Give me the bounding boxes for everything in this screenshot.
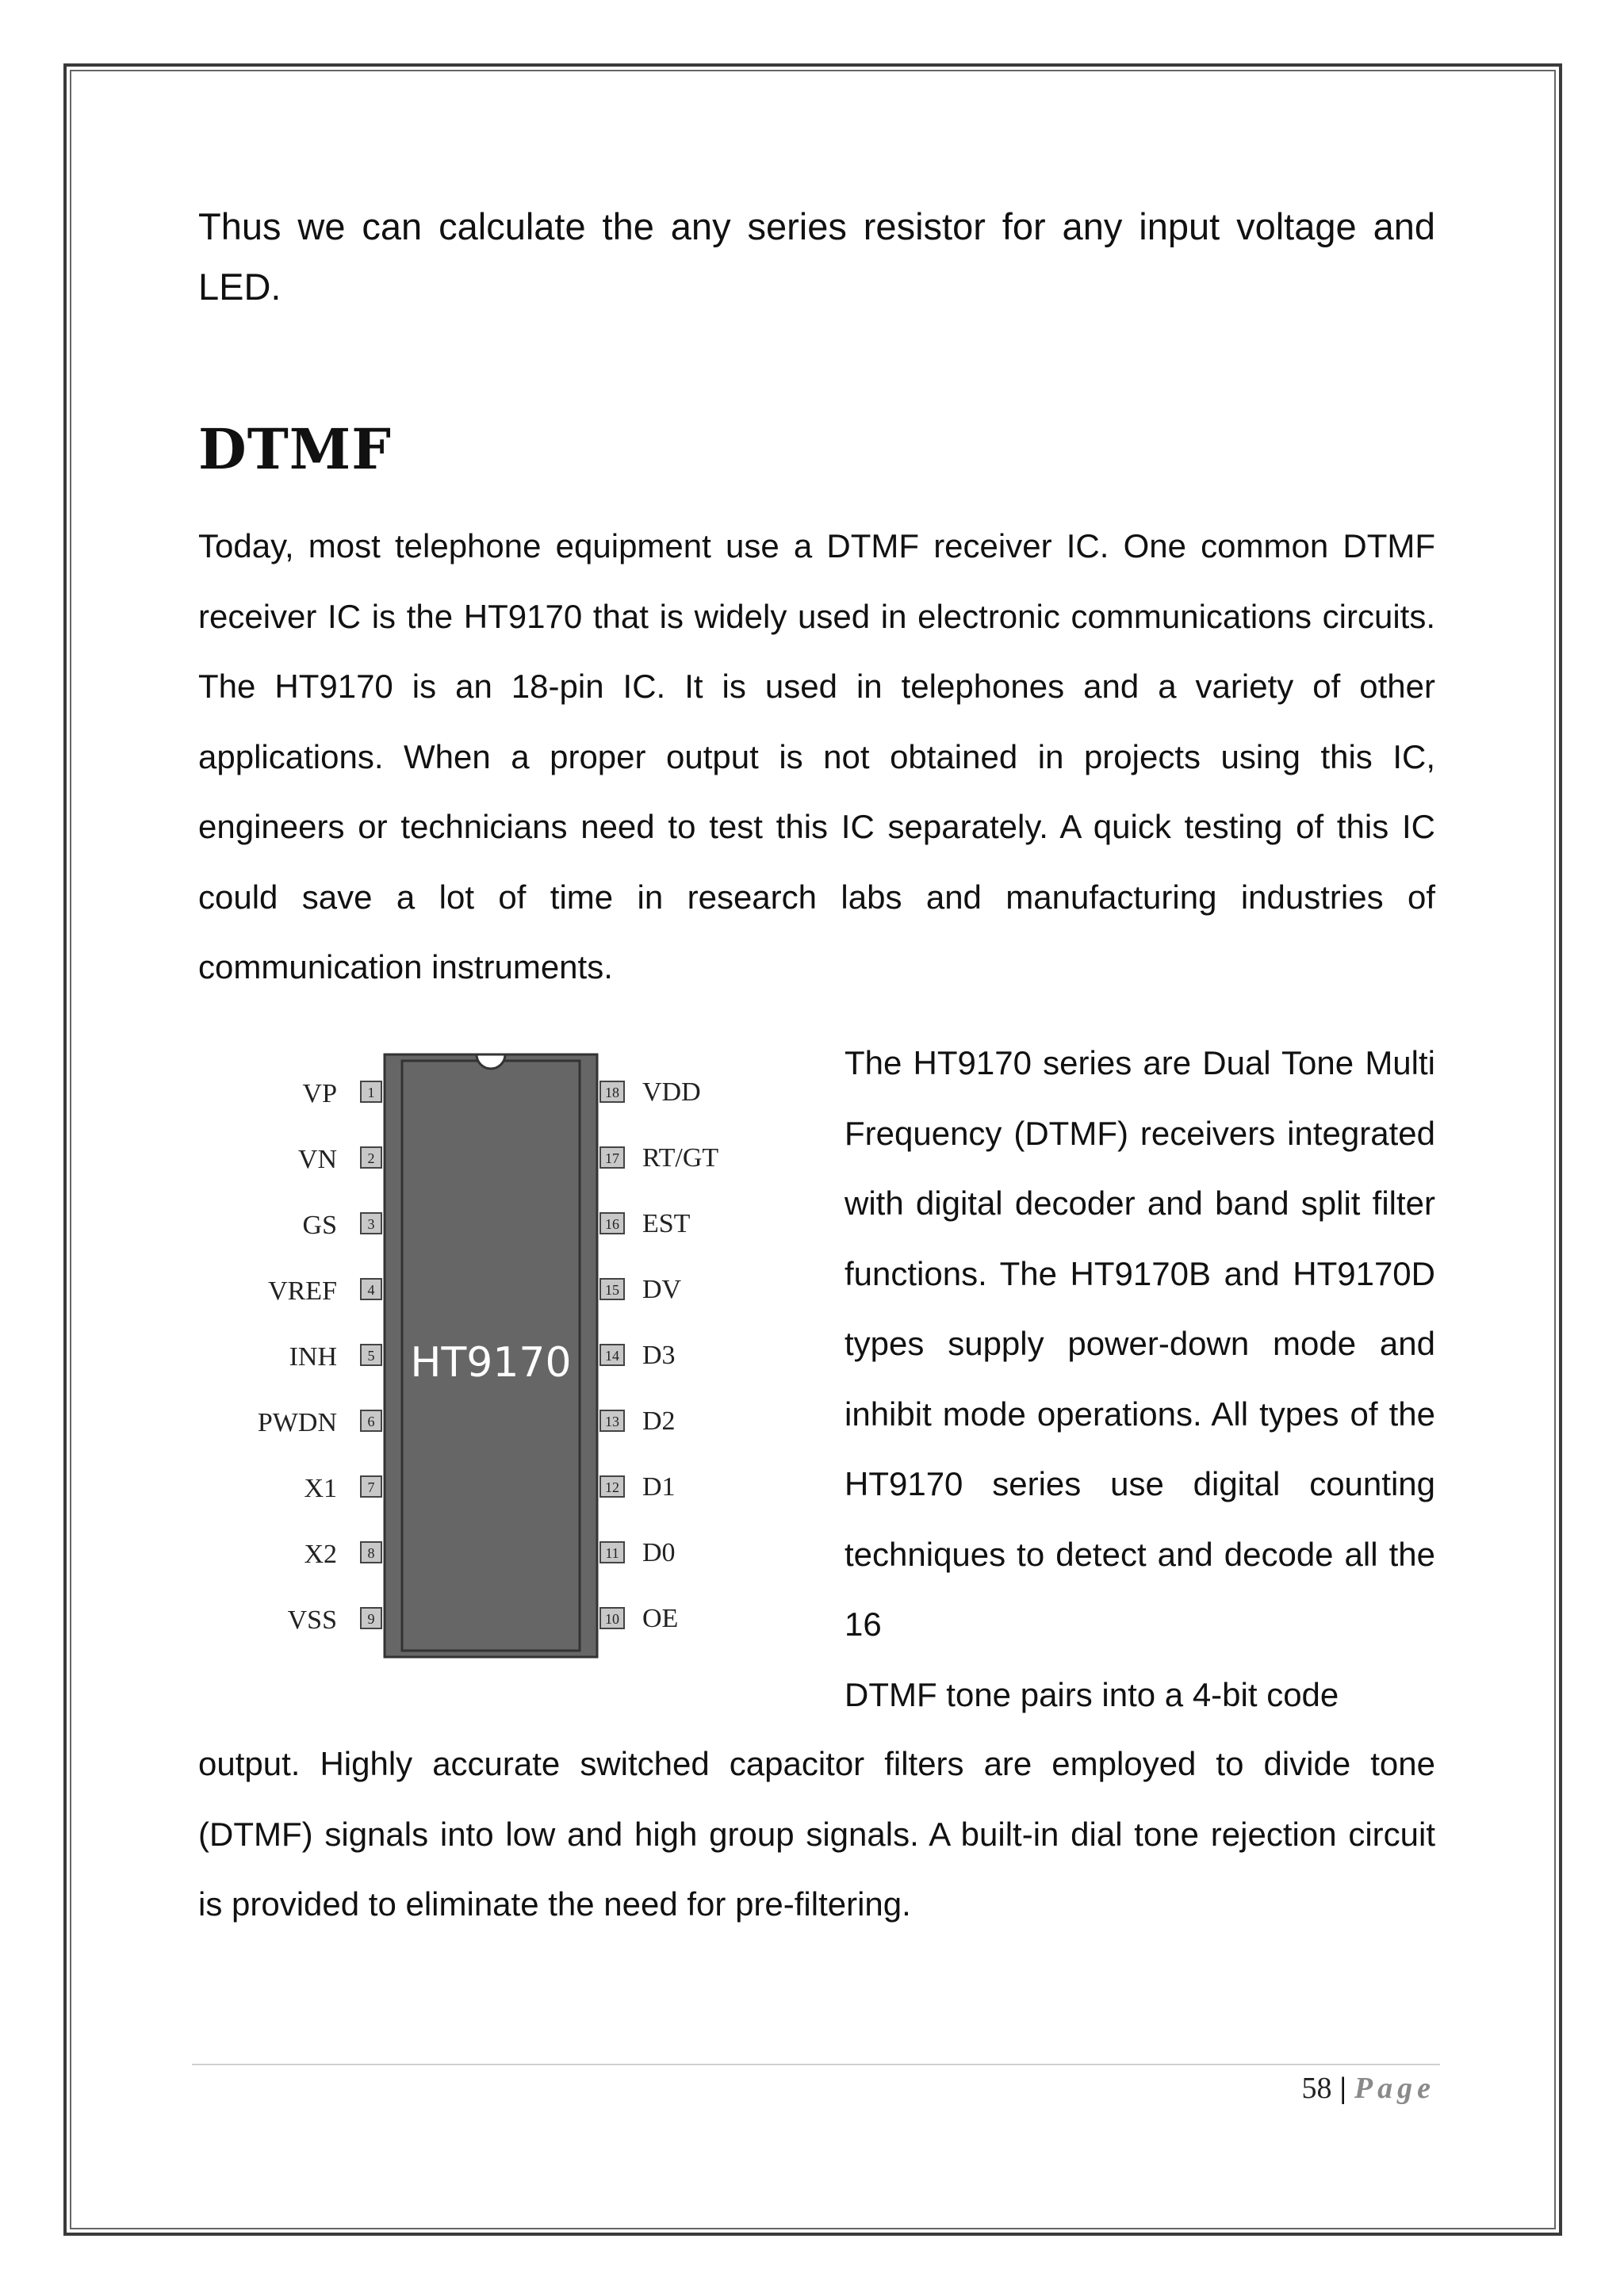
right-pin-number: 10	[605, 1611, 619, 1627]
ht9170-pinout-diagram	[238, 1047, 761, 1665]
left-pin-number: 9	[367, 1611, 375, 1627]
left-pin-name: X2	[304, 1540, 337, 1569]
left-pin-number: 1	[367, 1085, 375, 1100]
left-pin-name: VSS	[287, 1605, 337, 1635]
ic-label: HT9170	[410, 1339, 572, 1387]
left-pin-number: 5	[367, 1348, 375, 1364]
right-pin-name: EST	[642, 1209, 691, 1238]
right-pin-name: D2	[642, 1406, 676, 1436]
right-pin-name: DV	[642, 1275, 682, 1304]
dtmf-paragraph-2-top	[845, 1028, 1435, 1730]
right-pin-name: D3	[642, 1341, 676, 1370]
left-pin-number: 2	[367, 1150, 375, 1166]
page-footer	[1302, 2071, 1435, 2106]
right-pin-name: VDD	[642, 1077, 701, 1107]
page-label: Page	[1354, 2072, 1435, 2105]
right-pin-number: 17	[605, 1150, 619, 1166]
dtmf-paragraph-2-top-text: The HT9170 series are Dual Tone Multi Frequency (DTMF) receivers integrated with digital decoder and band split filter functions. The HT9170B and HT9170D types supply power-down mode and inhibit mode operations. All types of the HT9170 series use digital counting techniques to detect and decode all the 16	[845, 1044, 1435, 1643]
right-pin-number: 16	[605, 1216, 619, 1232]
right-pin-name: D1	[642, 1472, 676, 1502]
right-pin-number: 12	[605, 1479, 619, 1495]
left-pin-number: 4	[367, 1282, 375, 1298]
page-number: 58	[1301, 2072, 1332, 2105]
left-pin-name: PWDN	[257, 1408, 337, 1437]
left-pin-name: VN	[297, 1145, 337, 1174]
left-pin-name: GS	[302, 1211, 337, 1240]
left-pin-name: INH	[289, 1342, 337, 1372]
left-pin-name: VREF	[268, 1276, 337, 1306]
left-pin-name: X1	[304, 1474, 337, 1503]
right-pin-number: 14	[605, 1348, 619, 1364]
footer-separator: |	[1339, 2072, 1346, 2105]
left-pin-number: 3	[367, 1216, 375, 1232]
left-pin-number: 6	[367, 1414, 375, 1429]
dtmf-paragraph-2-bottom: output. Highly accurate switched capacitor filters are employed to divide tone (DTMF) signals into low and high group signals. A built-in dial tone rejection circuit is provided to eliminate the need for pre-filtering.	[198, 1745, 1435, 1923]
left-pin-name: VP	[302, 1079, 337, 1108]
section-heading: DTMF	[198, 416, 392, 482]
right-pin-number: 15	[605, 1282, 619, 1298]
left-pin-number: 8	[367, 1545, 375, 1561]
right-pin-number: 18	[605, 1085, 619, 1100]
right-pin-name: OE	[642, 1604, 679, 1633]
right-pin-name: RT/GT	[642, 1143, 719, 1173]
intro-paragraph: Thus we can calculate the any series resistor for any input voltage and LED.	[198, 205, 1435, 308]
right-pin-name: D0	[642, 1538, 676, 1567]
right-pin-number: 11	[605, 1545, 619, 1561]
right-pin-number: 13	[605, 1414, 619, 1429]
footer-divider	[192, 2064, 1440, 2065]
dtmf-paragraph-2-continuation: DTMF tone pairs into a 4-bit code	[845, 1675, 1339, 1713]
left-pin-number: 7	[367, 1479, 375, 1495]
dtmf-paragraph-1: Today, most telephone equipment use a DTMF receiver IC. One common DTMF receiver IC is the HT9170 that is widely used in electronic communications circuits. The HT9170 is an 18-pin IC. It is used in telephones and a variety of other applications. When a proper output is not obtained in projects using this IC, engineers or technicians need to test this IC separately. A quick testing of this IC could save a lot of time in research labs and manufacturing industries of communication instruments.	[198, 527, 1435, 985]
